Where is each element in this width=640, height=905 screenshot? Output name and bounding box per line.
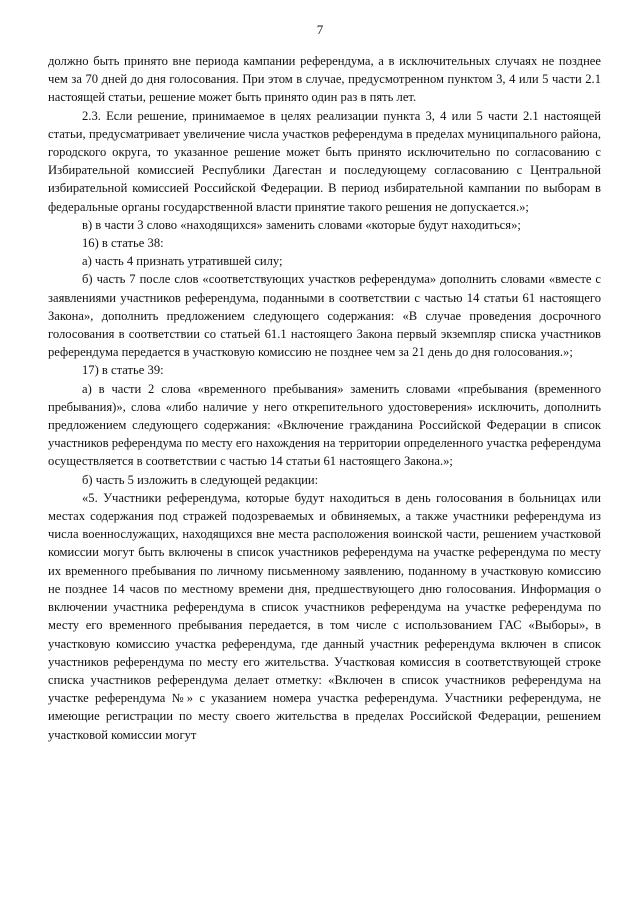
paragraph-5: а) часть 4 признать утратившей силу; xyxy=(82,254,283,269)
paragraph-3: в) в части 3 слово «находящихся» заменить словами «которые будут находиться»; xyxy=(82,217,521,232)
paragraph-7: 17) в статье 39: xyxy=(82,363,164,378)
paragraph-4: 16) в статье 38: xyxy=(82,236,164,251)
paragraph-9: б) часть 5 изложить в следующей редакции: xyxy=(82,472,319,487)
paragraph-6: б) часть 7 после слов «соответствующих участков референдума» дополнить словами «вместе с заявлениями участников референдума, поданными в соответствии с частью 14 статьи 61 настоящего Закона», дополнить предложением следующего содержания: «В случае проведения досрочного голосования в соответствии со статьей 61.1 настоящего Закона первый экземпляр списка участников референдума передается в участковую комиссию не позднее чем за 21 день до дня голосования.»; xyxy=(48,272,601,360)
body-text xyxy=(48,52,601,744)
page-number: 7 xyxy=(316,22,324,37)
paragraph-10: «5. Участники референдума, которые будут находиться в день голосования в больницах или местах содержания под стражей подозреваемых и обвиняемых, а также участники референдума из числа военнослужащих, находящихся вне места расположения воинской части, решением участковой комиссии могут быть включены в список участников референдума на участке референдума по месту их временного пребывания по личному письменному заявлению, поданному в участковую комиссию не позднее 14 часов по местному времени дня, предшествующего дню голосования. Информация о включении участника референдума в список участников референдума на участке референдума по месту его временного пребывания передается, в том числе с использованием ГАС «Выборы», в участковую комиссию участка референдума, где данный участник референдума включен в список участников референдума по месту его жительства. Участковая комиссия в соответствующей строке списка участников референдума делает отметку: «Включен в список участников референдума на участке референдума №» с указанием номера участка референдума. Участники референдума, не имеющие регистрации по месту своего жительства в пределах Российской Федерации, решением участковой комиссии могут xyxy=(48,490,601,742)
paragraph-1: должно быть принято вне периода кампании референдума, а в исключительных случаях не позднее чем за 70 дней до дня голосования. При этом в случае, предусмотренном пунктом 3, 4 или 5 части 2.1 настоящей статьи, решение может быть принято один раз в пять лет. xyxy=(48,54,601,105)
paragraph-2: 2.3. Если решение, принимаемое в целях реализации пункта 3, 4 или 5 части 2.1 настоящей статьи, предусматривает увеличение числа участков референдума в пределах муниципального района, городского округа, то указанное решение может быть принято исключительно по согласованию с Избирательной комиссией Республики Дагестан и последующему согласованию с Центральной избирательной комиссией Российской Федерации. В период избирательной кампании по выборам в федеральные органы государственной власти принятие такого решения не допускается.»; xyxy=(48,108,601,214)
paragraph-8: а) в части 2 слова «временного пребывания» заменить словами «пребывания (временного пребывания)», слова «либо наличие у него открепительного удостоверения» исключить, дополнить предложением следующего содержания: «Включение гражданина Российской Федерации в список участников референдума по месту его нахождения на территории определенного участка референдума осуществляется в соответствии с частью 14 статьи 61 настоящего Закона.»; xyxy=(48,381,601,469)
